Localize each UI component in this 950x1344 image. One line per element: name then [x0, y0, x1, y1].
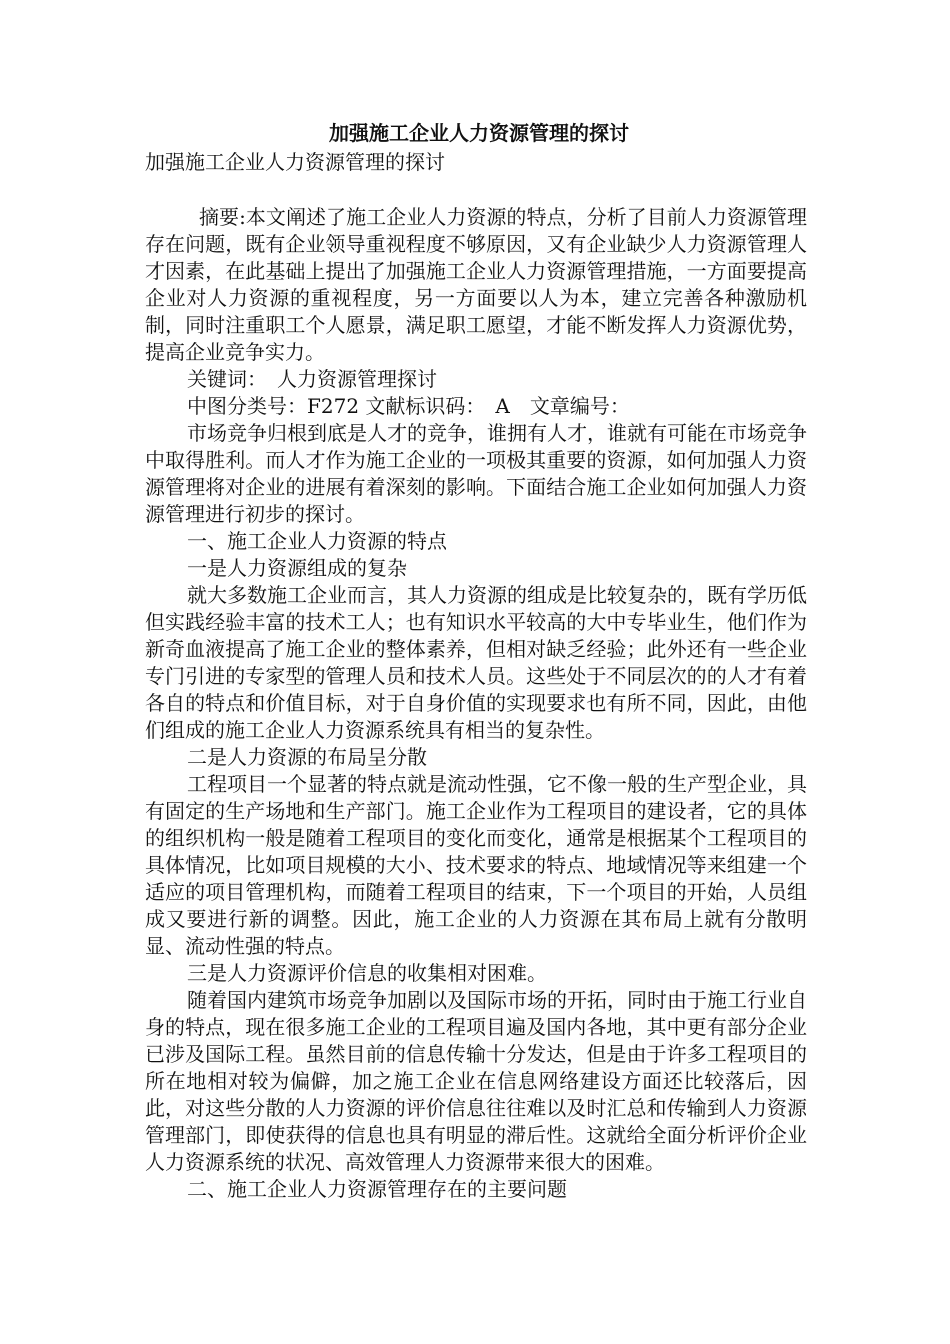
- keywords-line: 关键词： 人力资源管理探讨: [187, 367, 437, 391]
- point-1-heading: 一是人力资源组成的复杂: [187, 556, 407, 580]
- section-2-heading: 二、施工企业人力资源管理存在的主要问题: [187, 1177, 567, 1201]
- point-1-paragraph: 就大多数施工企业而言，其人力资源的组成是比较复杂的，既有学历低但实践经验丰富的技术工人；也有知识水平较高的大中专毕业生，他们作为新奇血液提高了施工企业的整体素养，但相对缺乏经验；此外还有一些企业专门引进的专家型的管理人员和技术人员。这些处于不同层次的的人才有着各自的特点和价值目标，对于自身价值的实现要求也有所不同，因此，由他们组成的施工企业人力资源系统具有相当的复杂性。: [145, 583, 807, 742]
- blank-line: [145, 176, 807, 204]
- point-3-heading: 三是人力资源评价信息的收集相对困难。: [187, 961, 547, 985]
- point-3-paragraph: 随着国内建筑市场竞争加剧以及国际市场的开拓，同时由于施工行业自身的特点，现在很多施工企业的工程项目遍及国内各地，其中更有部分企业已涉及国际工程。虽然目前的信息传输十分发达，但是由于许多工程项目的所在地相对较为偏僻，加之施工企业在信息网络建设方面还比较落后，因此，对这些分散的人力资源的评价信息往往难以及时汇总和传输到人力资源管理部门，即使获得的信息也具有明显的滞后性。这就给全面分析评价企业人力资源系统的状况、高效管理人力资源带来很大的困难。: [145, 988, 807, 1174]
- document-title: 加强施工企业人力资源管理的探讨: [329, 121, 629, 145]
- point-2-paragraph: 工程项目一个显著的特点就是流动性强，它不像一般的生产型企业，具有固定的生产场地和生产部门。施工企业作为工程项目的建设者，它的具体的组织机构一般是随着工程项目的变化而变化，通常是根据某个工程项目的具体情况，比如项目规模的大小、技术要求的特点、地域情况等来组建一个适应的项目管理机构，而随着工程项目的结束，下一个项目的开始，人员组成又要进行新的调整。因此，施工企业的人力资源在其布局上就有分散明显、流动性强的特点。: [145, 772, 807, 958]
- section-1-heading: 一、施工企业人力资源的特点: [187, 529, 447, 553]
- abstract-paragraph: 摘要:本文阐述了施工企业人力资源的特点，分析了目前人力资源管理存在问题，既有企业领导重视程度不够原因，又有企业缺少人力资源管理人才因素，在此基础上提出了加强施工企业人力资源管理措施，一方面要提高企业对人力资源的重视程度，另一方面要以人为本，建立完善各种激励机制，同时注重职工个人愿景，满足职工愿望，才能不断发挥人力资源优势，提高企业竞争实力。: [145, 205, 807, 364]
- point-2-heading: 二是人力资源的布局呈分散: [187, 745, 427, 769]
- classification-line: 中图分类号：F272 文献标识码： A 文章编号：: [187, 394, 630, 418]
- document-page: [145, 118, 807, 1203]
- document-subtitle: 加强施工企业人力资源管理的探讨: [145, 150, 445, 174]
- intro-paragraph: 市场竞争归根到底是人才的竞争，谁拥有人才，谁就有可能在市场竞争中取得胜利。而人才作为施工企业的一项极其重要的资源，如何加强人力资源管理将对企业的进展有着深刻的影响。下面结合施工企业如何加强人力资源管理进行初步的探讨。: [145, 421, 807, 526]
